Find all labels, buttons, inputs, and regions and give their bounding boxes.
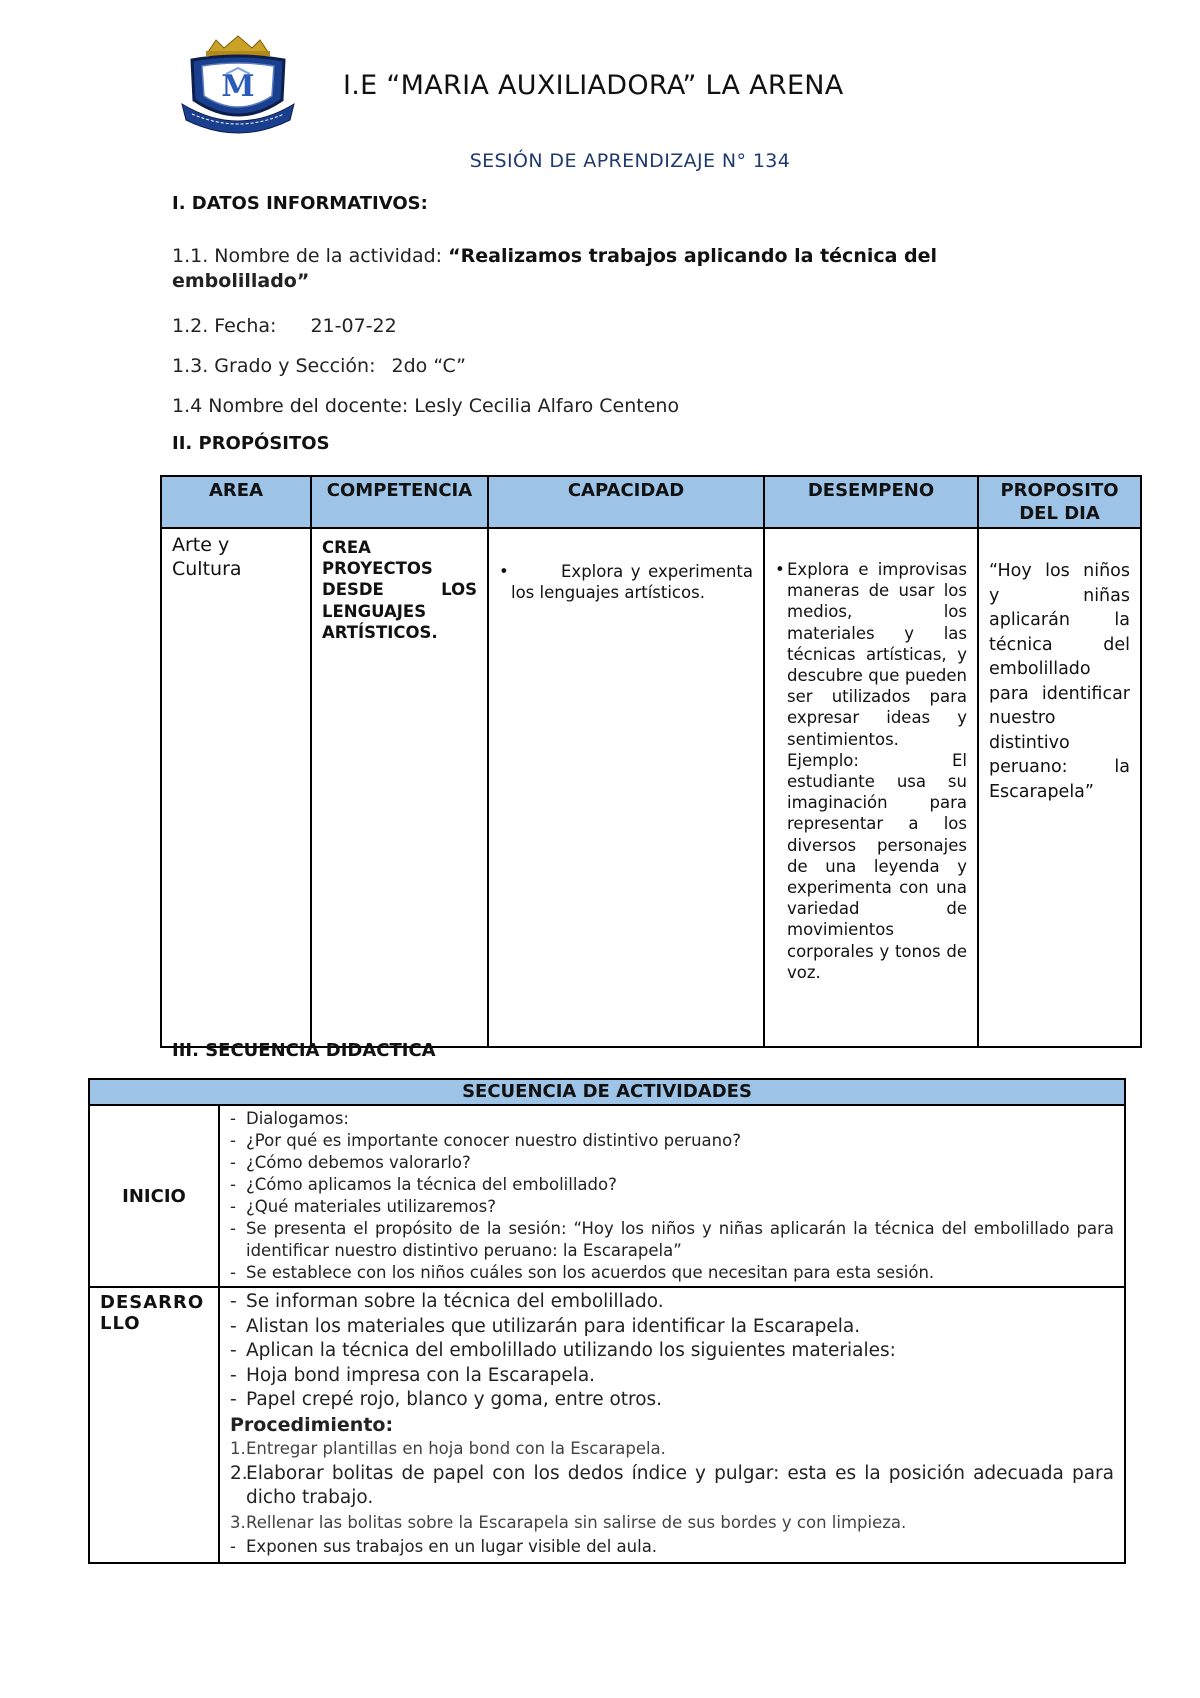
proposito-cell [978,528,1141,1047]
list-item: - Hoja bond impresa con la Escarapela. [230,1364,596,1386]
capacidad-text: Explora y experimenta los lenguajes artísticos. [511,562,753,603]
procedure-step: 1. Entregar plantillas en hoja bond con la Escarapela. [230,1439,666,1458]
inicio-label: INICIO [89,1105,219,1287]
list-item: - ¿Qué materiales utilizaremos? [230,1197,497,1216]
list-item: - Dialogamos: [230,1109,349,1128]
activity-value: “Realizamos trabajos aplicando la técnica del [448,245,938,267]
bullet-icon: • [775,560,785,579]
section-propositos-heading: II. PROPÓSITOS [172,433,330,454]
activity-label: 1.1. Nombre de la actividad: [172,245,449,267]
desempeno-cell [764,528,978,1047]
list-item: - ¿Por qué es importante conocer nuestro distintivo peruano? [230,1131,741,1150]
secuencia-header-row [89,1079,1125,1105]
list-item: - Se informan sobre la técnica del embolillado. [230,1291,664,1312]
procedure-step: 3. Rellenar las bolitas sobre la Escarapela sin salirse de sus bordes y con limpieza. [230,1512,907,1532]
activity-value-cont: embolillado” [172,270,310,292]
school-title: I.E “MARIA AUXILIADORA” LA ARENA [343,70,844,101]
section-secuencia-heading: III. SECUENCIA DIDACTICA [172,1040,436,1061]
fecha-line [172,315,397,337]
activity-line [172,245,937,267]
list-item: - ¿Cómo debemos valorarlo? [230,1153,471,1172]
desarrollo-label: DESARROLLO [89,1287,219,1563]
list-item: - Se establece con los niños cuáles son los acuerdos que necesitan para esta sesión. [230,1263,935,1282]
capacidad-item [499,561,753,603]
secuencia-table [88,1078,1126,1564]
bullet-icon: • [499,562,509,581]
list-item: - Alistan los materiales que utilizarán para identificar la Escarapela. [230,1315,861,1337]
area-cell: Arte y Cultura [161,528,311,1047]
list-item: - Se presenta el propósito de la sesión: “Hoy los niños y niñas aplicarán la técnica del embolillado para identificar nuestro distintivo peruano: la Escarapela” [230,1219,1114,1260]
propositos-row [161,528,1141,1047]
list-item: - ¿Cómo aplicamos la técnica del embolillado? [230,1175,617,1194]
capacidad-cell [488,528,764,1047]
fecha-value: 21-07-22 [310,315,397,337]
competencia-cell: CREA PROYECTOS DESDE LOS LENGUAJES ARTÍSTICOS. [311,528,488,1047]
list-item: - Papel crepé rojo, blanco y goma, entre otros. [230,1389,663,1410]
docente-line: 1.4 Nombre del docente: Lesly Cecilia Alfaro Centeno [172,395,680,417]
header-desempeno: DESEMPENO [764,476,978,528]
header-capacidad: CAPACIDAD [488,476,764,528]
inicio-row [89,1105,1125,1287]
fecha-label: 1.2. Fecha: [172,315,277,337]
school-crest-icon [178,34,298,134]
inicio-content [219,1105,1125,1287]
header-proposito: PROPOSITO DEL DIA [978,476,1141,528]
section-datos-heading: I. DATOS INFORMATIVOS: [172,193,428,214]
desempeno-text: Explora e improvisas maneras de usar los medios, los materiales y las técnicas artísticas, y descubre que pueden ser utilizados para expresar ideas y sentimientos. Ejemplo: El estudiante usa su imaginación para representar a los diversos personajes de una leyenda y experimenta con una variedad de movimientos corporales y tonos de voz. [787,560,967,982]
session-title: SESIÓN DE APRENDIZAJE N° 134 [469,150,791,172]
grado-label: 1.3. Grado y Sección: [172,355,376,377]
grado-line [172,355,466,377]
secuencia-header: SECUENCIA DE ACTIVIDADES [89,1079,1125,1105]
header-area: AREA [161,476,311,528]
procedimiento-heading: Procedimiento: [230,1413,394,1436]
list-item: - Exponen sus trabajos en un lugar visible del aula. [230,1537,658,1556]
procedure-step: 2. Elaborar bolitas de papel con los dedos índice y pulgar: esta es la posición adecuada para dicho trabajo. [230,1462,1114,1508]
propositos-table [160,475,1142,1048]
desarrollo-row [89,1287,1125,1563]
proposito-text: “Hoy los niños y niñas aplicarán la técnica del embolillado para identificar nuestro distintivo peruano: la Escarapela” [989,561,1130,802]
propositos-header-row [161,476,1141,528]
header-competencia: COMPETENCIA [311,476,488,528]
desarrollo-content [219,1287,1125,1563]
desempeno-item [775,559,967,983]
grado-value: 2do “C” [391,355,466,377]
svg-text:M: M [221,69,255,104]
list-item: - Aplican la técnica del embolillado utilizando los siguientes materiales: [230,1340,896,1361]
